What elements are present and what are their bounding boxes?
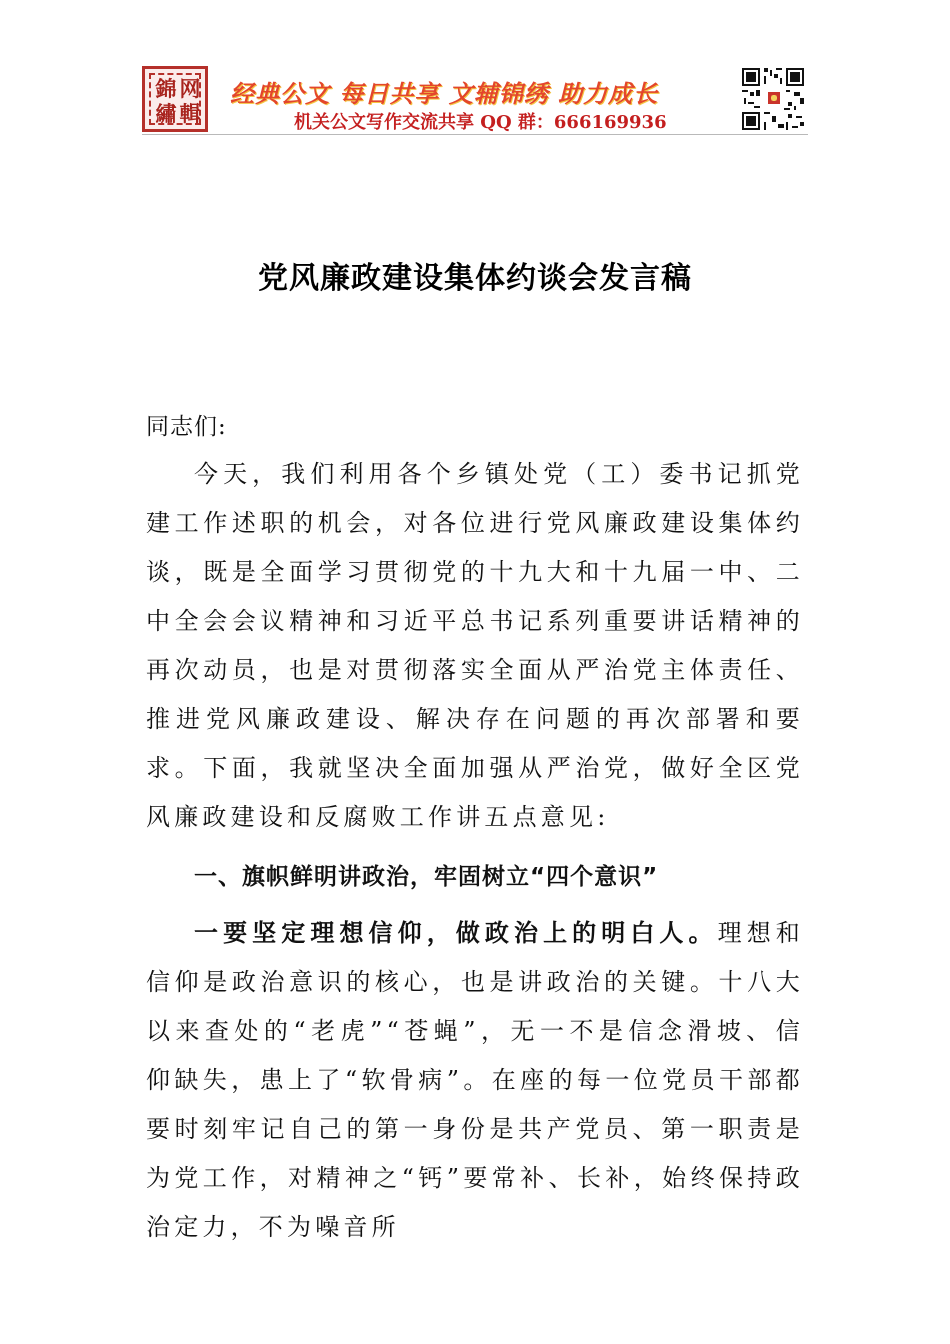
qr-code-icon (740, 66, 806, 132)
header-divider (142, 134, 808, 135)
body-paragraph: 今天，我们利用各个乡镇处党（工）委书记抓党建工作述职的机会，对各位进行党风廉政建设集体约谈，既是全面学习贯彻党的十九大和十九届一中、二中全会会议精神和习近平总书记系列重要讲话精神的再次动员，也是对贯彻落实全面从严治党主体责任、推进党风廉政建设、解决存在问题的再次部署和要求。下面，我就坚决全面加强从严治党，做好全区党风廉政建设和反腐败工作讲五点意见: (146, 460, 804, 831)
section-heading: 一、旗帜鲜明讲政治，牢固树立“四个意识” (194, 864, 659, 890)
header-slogan: 经典公文 每日共享 文辅锦绣 助力成长 (230, 80, 659, 108)
header-qq-group-line: 机关公文写作交流共享 QQ 群：666169936 (294, 112, 667, 133)
paragraph-body-text: 理想和信仰是政治意识的核心，也是讲政治的关键。十八大以来查处的“老虎”“苍蝇”，无一不是信念滑坡、信仰缺失，患上了“软骨病”。在座的每一位党员干部都要时刻牢记自己的第一身份是共产党员、第一职责是为党工作，对精神之“钙”要常补、长补，始终保持政治定力，不为噪音所 (146, 919, 804, 1241)
logo-char: 网 (179, 76, 201, 101)
document-title: 党风廉政建设集体约谈会发言稿 (258, 261, 692, 296)
paragraph-lead-sentence: 一要坚定理想信仰，做政治上的明白人。 (194, 918, 718, 947)
brand-logo-seal (142, 66, 208, 132)
logo-char: 輯 (179, 101, 201, 126)
body-paragraph (146, 908, 804, 1252)
document-header-banner (142, 66, 808, 136)
logo-char: 繡 (155, 101, 177, 126)
greeting: 同志们: (146, 414, 227, 440)
logo-char: 錦 (155, 76, 177, 101)
